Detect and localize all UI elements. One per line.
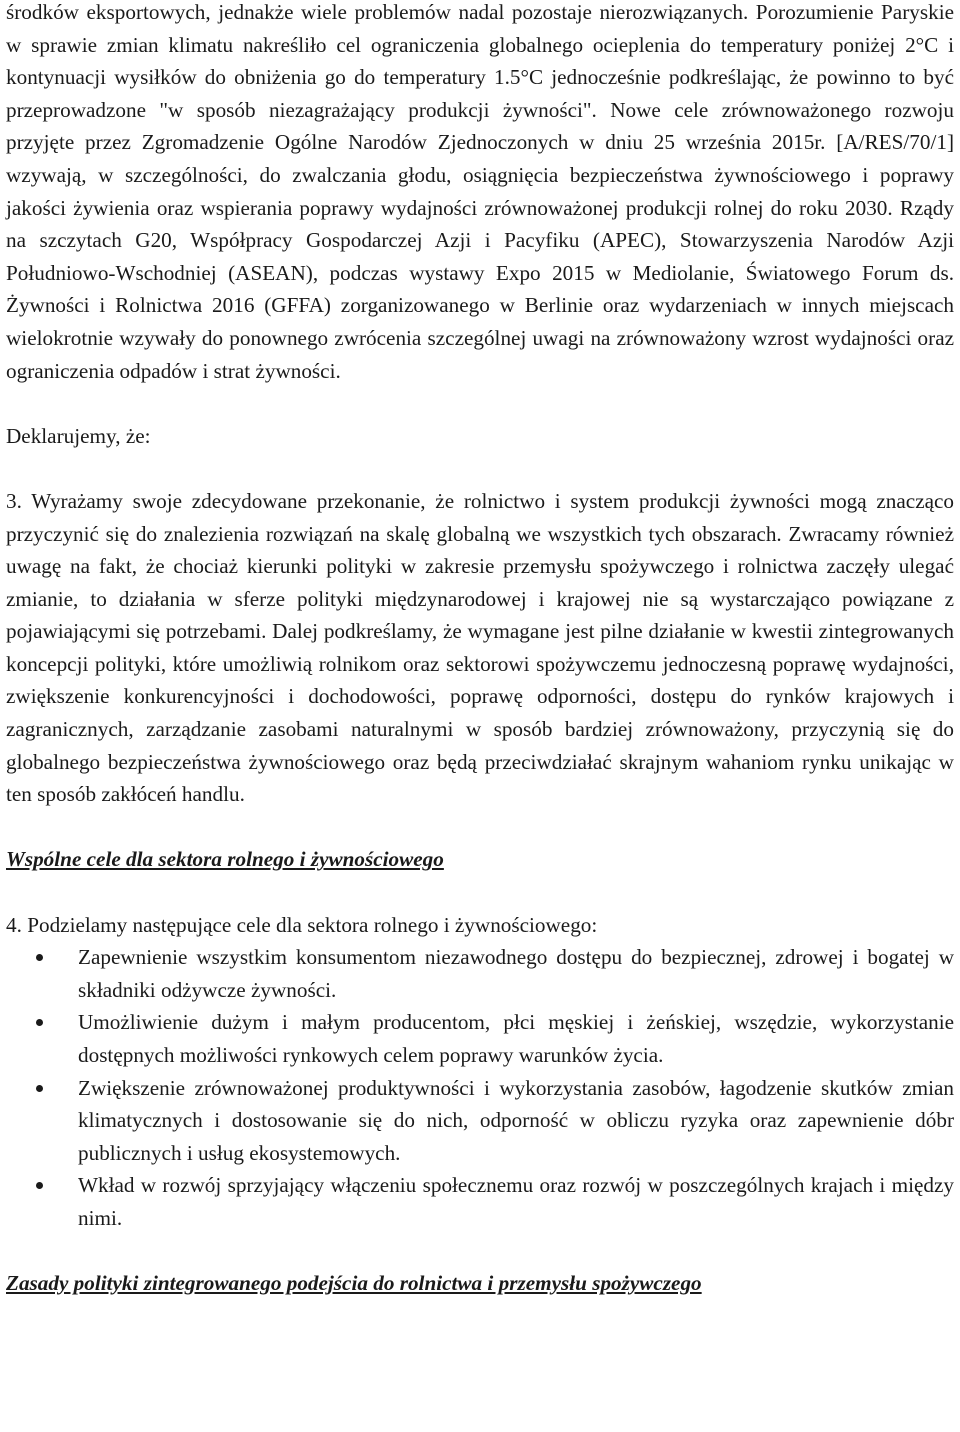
point-4-paragraph: 4. Podzielamy następujące cele dla sektora rolnego i żywnościowego: [6, 912, 598, 937]
goal-list-item [6, 1006, 954, 1071]
spacer [6, 876, 954, 909]
goal-list-item [6, 1072, 954, 1170]
bullet-icon [36, 1085, 43, 1092]
spacer [6, 811, 954, 844]
point-3-paragraph: 3. Wyrażamy swoje zdecydowane przekonanie, że rolnictwo i system produkcji żywności mogą znacząco przyczynić się do znalezienia rozwiązań na skalę globalną we wszystkich tych obszarach. Zwracamy również uwagę na fakt, że chociaż kierunki polityki w zakresie przemysłu spożywczego i rolnictwa zaczęły ulegać zmianie, to działania w sferze polityki międzynarodowej i krajowej nie są wystarczająco powiązane z pojawiającymi się potrzebami. Dalej podkreślamy, że wymagane jest pilne działanie w kwestii zintegrowanych koncepcji polityki, które umożliwią rolnikom oraz sektorowi spożywczemu jednoczesną poprawę wydajności, zwiększenie konkurencyjności i dochodowości, poprawę odporności, dostępu do rynków krajowych i zagranicznych, zarządzanie zasobami naturalnymi w sposób bardziej zrównoważony, przyczynią się do globalnego bezpieczeństwa żywnościowego oraz będą przeciwdziałać skrajnym wahaniom rynku unikając w ten sposób zakłóceń handlu. [6, 488, 954, 807]
goal-text: Zapewnienie wszystkim konsumentom niezawodnego dostępu do bezpiecznej, zdrowej i bogatej w składniki odżywcze żywności. [78, 945, 954, 1002]
goal-list-item [6, 941, 954, 1006]
bullet-icon [36, 1182, 43, 1189]
spacer [6, 387, 954, 420]
intro-paragraph: środków eksportowych, jednakże wiele problemów nadal pozostaje nierozwiązanych. Porozumienie Paryskie w sprawie zmian klimatu nakreśliło cel ograniczenia globalnego ocieplenia do temperatury poniżej 2°C i kontynuacji wysiłków do obniżenia go do temperatury 1.5°C jednocześnie podkreślając, że powinno to być przeprowadzone "w sposób niezagrażający produkcji żywności". Nowe cele zrównoważonego rozwoju przyjęte przez Zgromadzenie Ogólne Narodów Zjednoczonych w dniu 25 września 2015r. [A/RES/70/1] wzywają, w szczególności, do zwalczania głodu, osiągnięcia bezpieczeństwa żywnościowego i poprawy jakości żywienia oraz wspierania poprawy wydajności zrównoważonej produkcji rolnej do roku 2030. Rządy na szczytach G20, Współpracy Gospodarczej Azji i Pacyfiku (APEC), Stowarzyszenia Narodów Azji Południowo-Wschodniej (ASEAN), podczas wystawy Expo 2015 w Mediolanie, Światowego Forum ds. Żywności i Rolnictwa 2016 (GFFA) zorganizowanego w Berlinie oraz wydarzeniach w innych miejscach wielokrotnie wzywały do ponownego zwrócenia szczególnej uwagi na zrównoważony wzrost wydajności oraz ograniczenia odpadów i strat żywności. [6, 0, 954, 383]
goal-text: Zwiększenie zrównoważonej produktywności i wykorzystania zasobów, łagodzenie skutków zmian klimatycznych i dostosowanie się do nich, odporność w obliczu ryzyka oraz zapewnienie dóbr publicznych i usług ekosystemowych. [78, 1075, 954, 1165]
goal-text: Wkład w rozwój sprzyjający włączeniu społecznemu oraz rozwój w poszczególnych krajach i między nimi. [78, 1173, 954, 1230]
section-heading-policy-principles: Zasady polityki zintegrowanego podejścia do rolnictwa i przemysłu spożywczego [6, 1271, 702, 1296]
declaration-line: Deklarujemy, że: [6, 423, 151, 448]
bullet-icon [36, 1019, 43, 1026]
spacer [6, 1235, 954, 1268]
document-page [6, 0, 954, 1300]
spacer [6, 452, 954, 485]
bullet-icon [36, 954, 43, 961]
section-heading-common-goals: Wspólne cele dla sektora rolnego i żywnościowego [6, 847, 444, 872]
goals-list [6, 941, 954, 1234]
goal-list-item [6, 1169, 954, 1234]
goal-text: Umożliwienie dużym i małym producentom, płci męskiej i żeńskiej, wszędzie, wykorzystanie dostępnych możliwości rynkowych celem poprawy warunków życia. [78, 1010, 954, 1067]
